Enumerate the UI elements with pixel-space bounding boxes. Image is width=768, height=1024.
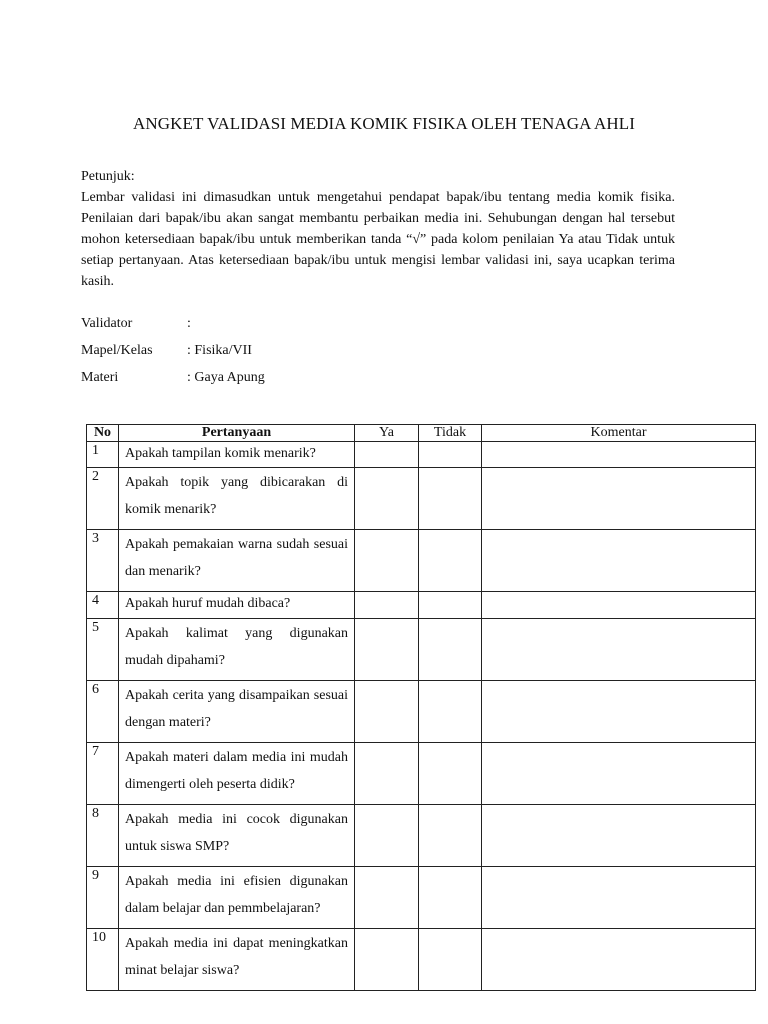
document-title: ANGKET VALIDASI MEDIA KOMIK FISIKA OLEH TENAGA AHLI xyxy=(132,114,636,133)
table-row xyxy=(87,442,756,468)
yes-cell[interactable] xyxy=(355,619,419,681)
row-question: Apakah topik yang dibicarakan di komik menarik? xyxy=(119,468,355,530)
comment-cell[interactable] xyxy=(482,592,756,619)
row-question: Apakah media ini cocok digunakan untuk siswa SMP? xyxy=(119,805,355,867)
header-no-answer: Tidak xyxy=(419,425,482,442)
field-value: : Fisika/VII xyxy=(187,343,252,358)
no-answer-cell[interactable] xyxy=(419,805,482,867)
field-materi xyxy=(81,370,481,390)
comment-cell[interactable] xyxy=(482,530,756,592)
no-answer-cell[interactable] xyxy=(419,592,482,619)
field-label: Materi xyxy=(81,370,119,385)
row-number: 5 xyxy=(87,619,119,681)
table-row xyxy=(87,619,756,681)
table-row xyxy=(87,743,756,805)
table-row xyxy=(87,681,756,743)
comment-cell[interactable] xyxy=(482,867,756,929)
validation-table xyxy=(86,424,756,991)
header-no: No xyxy=(87,425,119,442)
table-row xyxy=(87,929,756,991)
row-question: Apakah kalimat yang digunakan mudah dipahami? xyxy=(119,619,355,681)
row-question: Apakah pemakaian warna sudah sesuai dan menarik? xyxy=(119,530,355,592)
row-question: Apakah tampilan komik menarik? xyxy=(119,442,355,468)
table-row xyxy=(87,592,756,619)
no-answer-cell[interactable] xyxy=(419,468,482,530)
comment-cell[interactable] xyxy=(482,929,756,991)
yes-cell[interactable] xyxy=(355,442,419,468)
header-question: Pertanyaan xyxy=(119,425,355,442)
no-answer-cell[interactable] xyxy=(419,743,482,805)
comment-cell[interactable] xyxy=(482,619,756,681)
row-number: 6 xyxy=(87,681,119,743)
table-row xyxy=(87,805,756,867)
row-number: 3 xyxy=(87,530,119,592)
yes-cell[interactable] xyxy=(355,929,419,991)
yes-cell[interactable] xyxy=(355,743,419,805)
yes-cell[interactable] xyxy=(355,468,419,530)
no-answer-cell[interactable] xyxy=(419,929,482,991)
header-comment: Komentar xyxy=(482,425,756,442)
field-validator xyxy=(81,316,481,336)
row-number: 9 xyxy=(87,867,119,929)
field-value: : xyxy=(187,316,191,331)
field-label: Validator xyxy=(81,316,133,331)
row-number: 2 xyxy=(87,468,119,530)
no-answer-cell[interactable] xyxy=(419,442,482,468)
yes-cell[interactable] xyxy=(355,530,419,592)
row-question: Apakah materi dalam media ini mudah dimengerti oleh peserta didik? xyxy=(119,743,355,805)
instructions-text: Lembar validasi ini dimasudkan untuk mengetahui pendapat bapak/ibu tentang media komik fisika. Penilaian dari bapak/ibu akan sangat membantu perbaikan media ini. Sehubungan dengan hal tersebut mohon ketersediaan bapak/ibu untuk memberikan tanda “√” pada kolom penilaian Ya atau Tidak untuk setiap pertanyaan. Atas ketersediaan bapak/ibu untuk mengisi lembar validasi ini, saya ucapkan terima kasih. xyxy=(81,190,675,289)
no-answer-cell[interactable] xyxy=(419,681,482,743)
table-row xyxy=(87,530,756,592)
row-question: Apakah media ini dapat meningkatkan minat belajar siswa? xyxy=(119,929,355,991)
row-number: 7 xyxy=(87,743,119,805)
row-number: 8 xyxy=(87,805,119,867)
no-answer-cell[interactable] xyxy=(419,530,482,592)
field-value: : Gaya Apung xyxy=(187,370,265,385)
table-header-row xyxy=(87,425,756,442)
comment-cell[interactable] xyxy=(482,681,756,743)
comment-cell[interactable] xyxy=(482,805,756,867)
yes-cell[interactable] xyxy=(355,867,419,929)
row-number: 4 xyxy=(87,592,119,619)
field-label: Mapel/Kelas xyxy=(81,343,153,358)
comment-cell[interactable] xyxy=(482,743,756,805)
row-question: Apakah huruf mudah dibaca? xyxy=(119,592,355,619)
comment-cell[interactable] xyxy=(482,468,756,530)
comment-cell[interactable] xyxy=(482,442,756,468)
row-question: Apakah cerita yang disampaikan sesuai dengan materi? xyxy=(119,681,355,743)
table-row xyxy=(87,468,756,530)
no-answer-cell[interactable] xyxy=(419,619,482,681)
header-yes: Ya xyxy=(355,425,419,442)
yes-cell[interactable] xyxy=(355,805,419,867)
row-number: 10 xyxy=(87,929,119,991)
yes-cell[interactable] xyxy=(355,592,419,619)
row-question: Apakah media ini efisien digunakan dalam belajar dan pemmbelajaran? xyxy=(119,867,355,929)
no-answer-cell[interactable] xyxy=(419,867,482,929)
field-mapel-kelas xyxy=(81,343,481,363)
instructions-label: Petunjuk: xyxy=(81,169,135,184)
table-row xyxy=(87,867,756,929)
yes-cell[interactable] xyxy=(355,681,419,743)
row-number: 1 xyxy=(87,442,119,468)
